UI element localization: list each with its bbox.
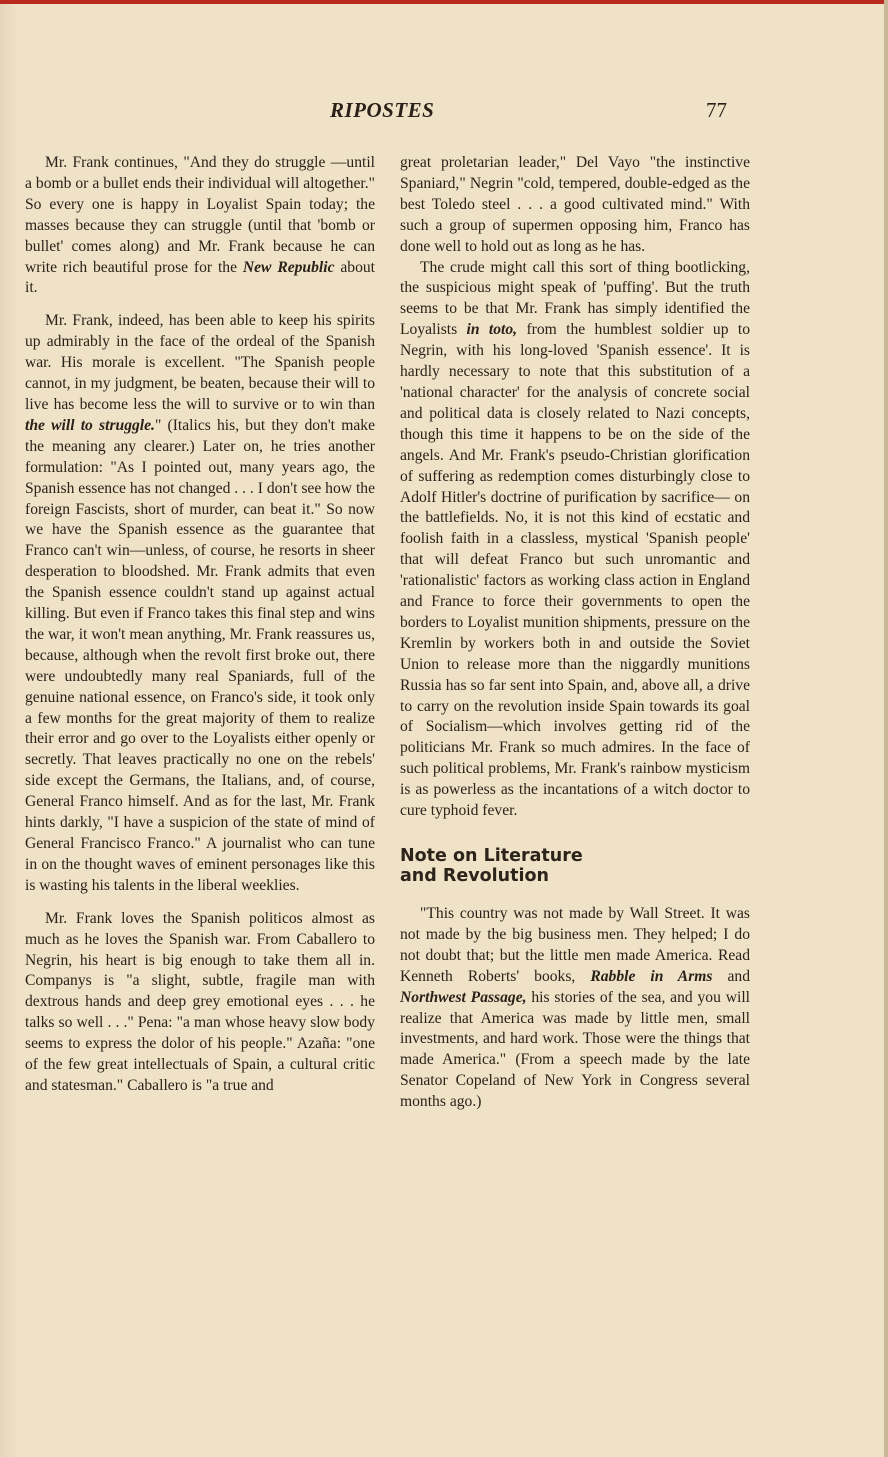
paragraph-crude-might-call [400, 258, 750, 822]
text-run: from the humblest soldier up to Negrin, with his long-loved 'Spanish essence'. It is hardly necessary to note that this substitution of a 'national character' for the analysis of concrete social and political data is closely related to Nazi concepts, though this time it happens to be on the side of the angels. And Mr. Frank's pseudo-Christian glorification of suffering as redemption comes disturbingly close to Adolf Hitler's doctrine of purification by sacrifice— on the battlefields. No, it is not this kind of ecstatic and foolish faith in a classless, mystical 'Spanish people' that will defeat Franco but such unromantic and 'rationalistic' factors as working class action in England and France to force their governments to open the borders to Loyalist munition shipments, pressure on the Kremlin by workers both in and outside the Soviet Union to release more than the niggardly munitions Russia has so far sent into Spain, and, above all, a drive to carry on the revolution inside Spain towards its goal of Socialism—which involves getting rid of the politicians Mr. Frank so much admires. In the face of such political problems, Mr. Frank's rainbow mysticism is as powerless as the incantations of a witch doctor to cure typhoid fever. [400, 321, 750, 820]
text-run: about it. [25, 258, 376, 297]
page-gutter-shadow [0, 4, 18, 1457]
paragraph-spanish-politicos: Mr. Frank loves the Spanish politicos almost as much as he loves the Spanish war. From Caballero to Negrin, his heart is big enough to take them all in. Companys is "a slight, subtle, fragile man with dextrous hands and deep grey emotional eyes . . . he talks so well . . ." Pena: "a man whose heavy slow body seems to express the dolor of his people." Azaña: "one of the few great intellectuals of Spain, a cultural critic and statesman." Caballero is "a true and [25, 909, 375, 1094]
heading-line-1: Note on Literature [400, 846, 583, 866]
text-run: Mr. Frank continues, "And they do struggle —until a bomb or a bullet ends their individual will altogether." So every one is happy in Loyalist Spain today; the masses because they can struggle (until that 'bomb or bullet' comes along) and Mr. Frank because he can write rich beautiful prose for the [25, 154, 375, 276]
italic-title-northwest-passage: Northwest Passage, [400, 988, 527, 1006]
italic-title-new-republic: New Republic [242, 258, 335, 276]
paragraph-wall-street-quote [400, 904, 750, 1113]
running-head: RIPOSTES [330, 98, 435, 122]
page-right-edge [884, 0, 888, 1457]
page-header [0, 92, 888, 132]
italic-title-rabble-in-arms: Rabble in Arms [590, 967, 713, 985]
paragraph-proletarian-leader: great proletarian leader," Del Vayo "the instinctive Spaniard," Negrin "cold, tempered, double-edged as the best Toledo steel . . . a good cultivated mind." With such a group of supermen opposing him, Franco has done well to hold out as long as he has. [400, 154, 750, 255]
text-run: his stories of the sea, and you will realize that America was made by little men, small investments, and hard work. Those were the things that made America." (From a speech made by the late Senator Copeland of New York in Congress several months ago.) [400, 988, 750, 1111]
text-run: and [712, 967, 751, 985]
paragraph-frank-continues [25, 153, 375, 299]
top-edge-rule [0, 0, 888, 4]
italic-quote-will-to-struggle: the will to struggle. [25, 416, 155, 434]
paragraph-frank-morale [25, 311, 375, 896]
section-heading-literature-revolution [400, 846, 750, 886]
text-run: The crude might call this sort of thing bootlicking, the suspicious might speak of 'puffing'. But the truth seems to be that Mr. Frank has simply identified the Loyalists [400, 258, 750, 339]
right-column [400, 153, 750, 1113]
text-run: Mr. Frank, indeed, has been able to keep his spirits up admirably in the face of the ordeal of the Spanish war. His morale is excellent. "The Spanish people cannot, in my judgment, be beaten, because their will to live has become less the will to survive or to win than [25, 312, 375, 413]
page-number: 77 [706, 98, 727, 122]
left-column [25, 153, 375, 1097]
heading-line-2: and Revolution [400, 866, 549, 886]
text-run: " (Italics his, but they don't make the meaning any clearer.) Later on, he tries another formulation: "As I pointed out, many years ago, the Spanish essence has not changed . . . I don't see how the foreign Fascists, short of murder, can beat it." So now we have the Spanish essence as the guarantee that Franco can't win—unless, of course, he resorts in sheer desperation to bloodshed. Mr. Frank admits that even the Spanish essence couldn't stand up against actual killing. But even if Franco takes this final step and wins the war, it won't mean anything, Mr. Frank reassures us, because, although when the revolt first broke out, there were undoubtedly many real Spaniards, full of the genuine national essence, on Franco's side, it took only a few months for the great majority of them to realize their error and go over to the Loyalists either openly or secretly. That leaves practically no one on the rebels' side except the Germans, the Italians, and, of course, General Franco himself. And as for the last, Mr. Frank hints darkly, "I have a suspicion of the state of mind of General Francisco Franco." A journalist who can tune in on the thought waves of eminent personages like this is wasting his talents in the liberal weeklies. [25, 416, 375, 894]
text-run: "This country was not made by Wall Street. It was not made by the big business men. They helped; I do not doubt that; but the little men made America. Read Kenneth Roberts' books, [400, 905, 750, 985]
italic-in-toto: in toto, [466, 321, 518, 339]
